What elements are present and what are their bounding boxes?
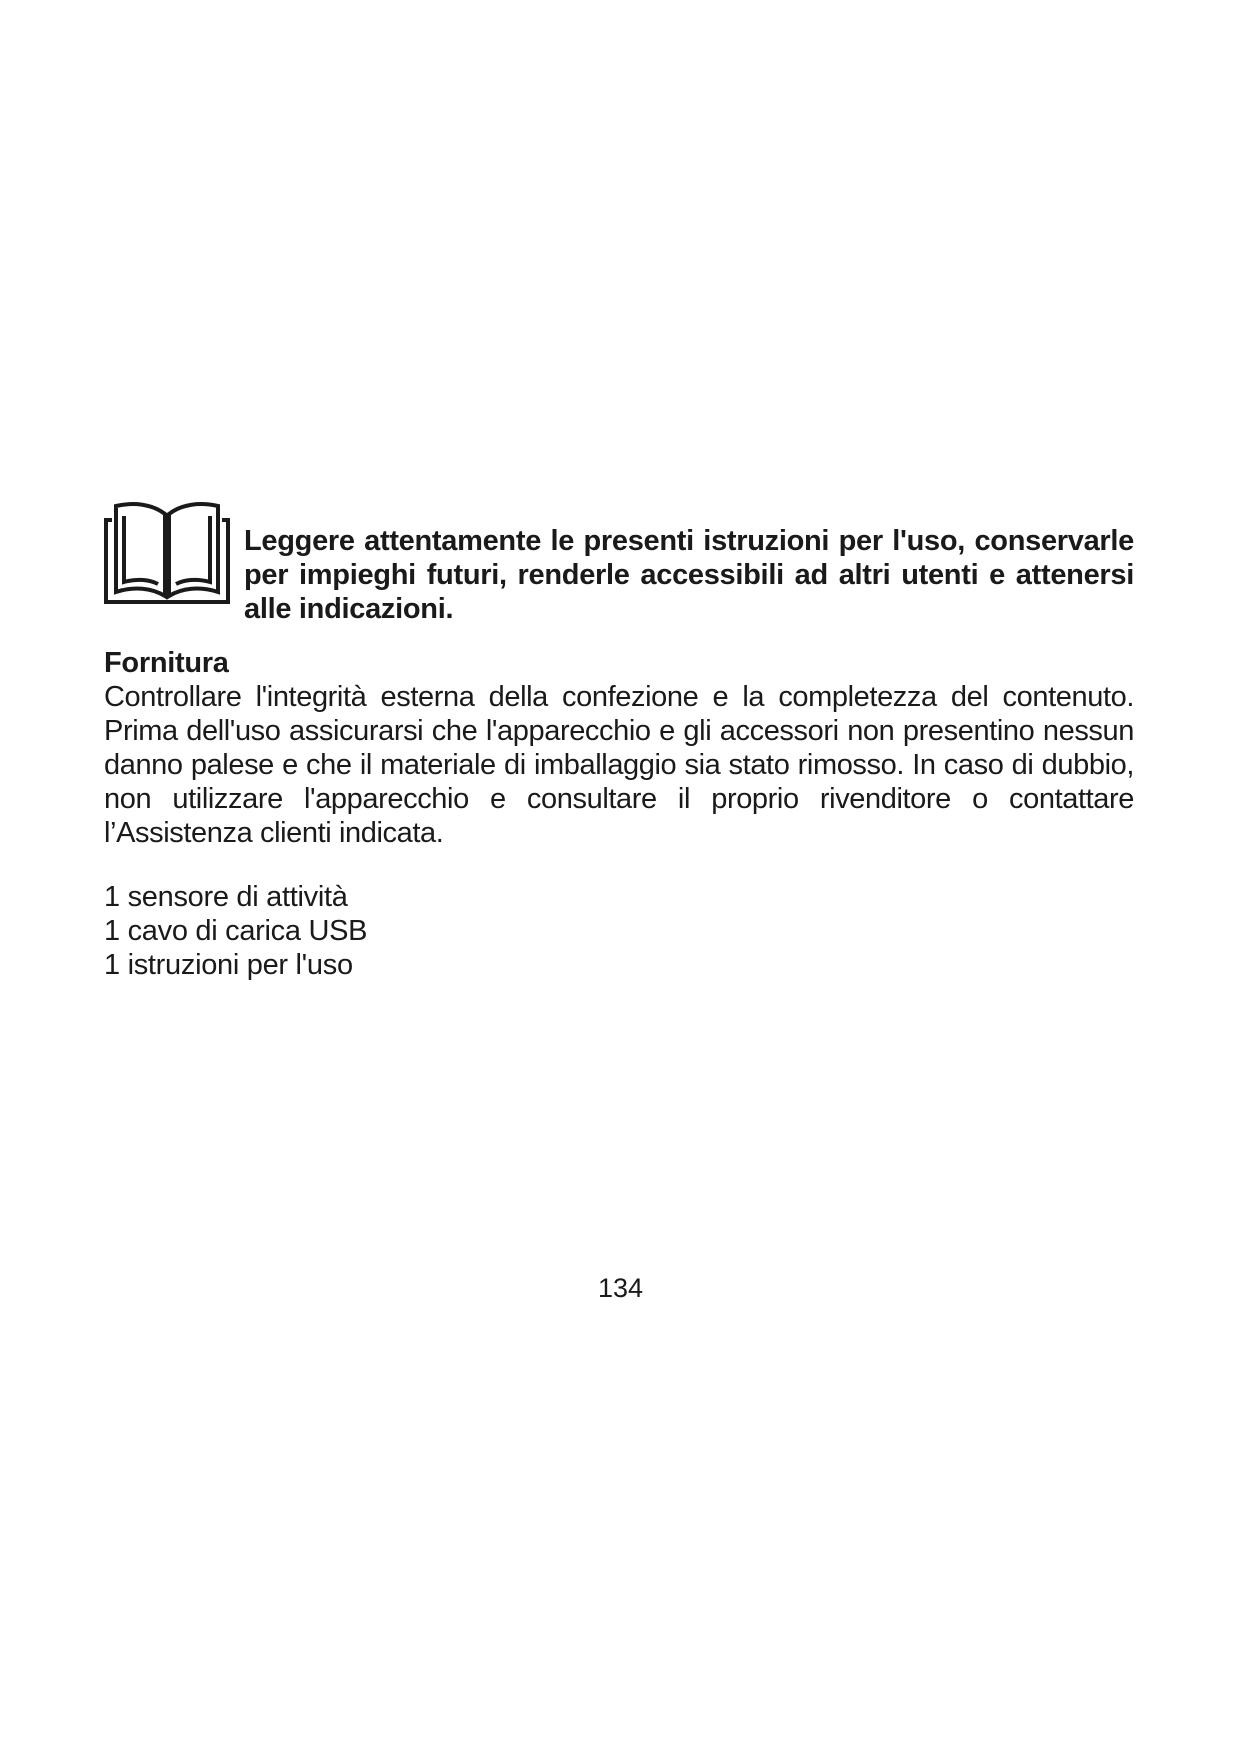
section-body: Controllare l'integrità esterna della confezione e la completezza del contenuto. Prima dell'uso assicurarsi che l'apparecchio e gli accessori non presentino nessun danno palese e che il materiale di imballaggio sia stato rimosso. In caso di dubbio, non utilizzare l'apparecchio e consultare il proprio rivenditore o contattare l’Assistenza clienti indicata.: [104, 681, 1134, 849]
book-icon: [104, 496, 230, 608]
list-item: 1 istruzioni per l'uso: [104, 949, 353, 981]
list-item: 1 cavo di carica USB: [104, 915, 368, 947]
page-number: 134: [597, 1273, 644, 1303]
notice-text: Leggere attentamente le presenti istruzioni per l'uso, conservarle per impieghi futuri, renderle accessibili ad altri utenti e attenersi alle indicazioni.: [244, 525, 1134, 625]
section-title: Fornitura: [104, 647, 229, 679]
contents-list: [104, 880, 367, 982]
list-item: 1 sensore di attività: [104, 881, 348, 913]
